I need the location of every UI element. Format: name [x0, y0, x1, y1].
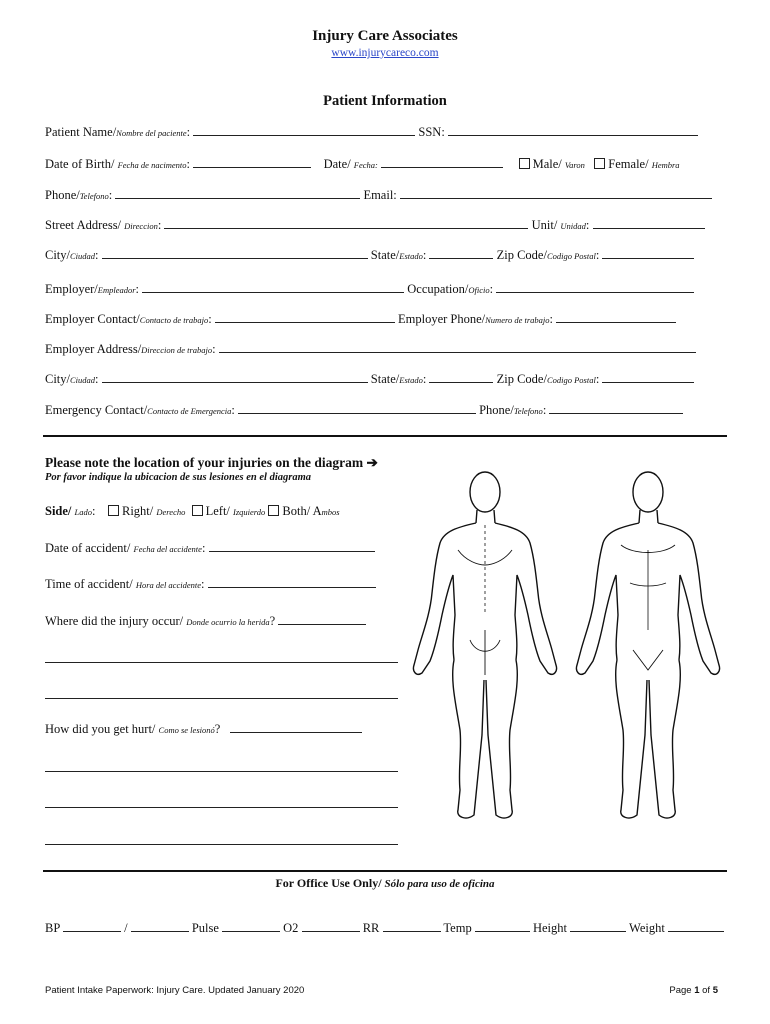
colon: : [186, 157, 190, 171]
page-number: 1 [694, 985, 700, 996]
emergency-phone-field[interactable] [549, 403, 683, 414]
employer-address-field[interactable] [219, 342, 696, 353]
colon: : [212, 342, 216, 356]
both-checkbox[interactable] [268, 505, 279, 516]
phone-label: Phone/ [45, 188, 80, 202]
employer-field[interactable] [142, 282, 404, 293]
row-how: How did you get hurt/ Como se lesionó? [45, 722, 362, 737]
how-label-es: Como se lesionó [158, 725, 215, 735]
colon: : [231, 403, 235, 417]
phone-field[interactable] [115, 188, 360, 199]
temp-field[interactable] [475, 921, 530, 932]
rr-field[interactable] [383, 921, 441, 932]
row-time-accident [45, 577, 376, 592]
row-city [45, 248, 694, 263]
employer-contact-label-es: Contacto de trabajo [139, 315, 209, 325]
occupation-label: Occupation/ [407, 282, 469, 296]
office-title [0, 876, 770, 891]
right-label: Right/ [122, 504, 157, 518]
back-view-figure [413, 472, 556, 818]
row-side [45, 504, 340, 519]
how-line-4[interactable] [45, 844, 398, 845]
row-employer-address [45, 342, 696, 357]
colon: : [208, 312, 212, 326]
ssn-label: SSN: [418, 125, 445, 139]
office-divider [43, 870, 727, 872]
colon: : [549, 312, 554, 326]
zip-label: Zip Code/ [496, 248, 547, 262]
street-label-es: Direccion [124, 221, 158, 231]
employer-zip-label: Zip Code/ [496, 372, 547, 386]
emergency-phone-label-es: Telefono [513, 406, 543, 416]
colon: : [201, 577, 205, 591]
employer-phone-field[interactable] [556, 312, 676, 323]
row-emergency [45, 403, 683, 418]
row-street [45, 218, 705, 233]
section-divider [43, 435, 727, 437]
emergency-contact-label-es: Contacto de Emergencia [147, 406, 232, 416]
city-field[interactable] [102, 248, 368, 259]
employer-city-label-es: Ciudad [70, 375, 96, 385]
o2-field[interactable] [302, 921, 360, 932]
website-link[interactable]: www.injurycareco.com [331, 47, 439, 59]
row-employer [45, 282, 694, 297]
right-label-es: Derecho [156, 507, 186, 517]
date-accident-label: Date of accident/ [45, 541, 134, 555]
front-view-figure [576, 472, 719, 818]
employer-label: Employer/ [45, 282, 98, 296]
o2-label: O2 [283, 921, 299, 935]
right-checkbox[interactable] [108, 505, 119, 516]
employer-address-label-es: Direccion de trabajo [141, 345, 213, 355]
office-title-en: For Office Use Only/ [275, 876, 385, 890]
bp-diastolic-field[interactable] [131, 921, 189, 932]
how-line-3[interactable] [45, 807, 398, 808]
employer-contact-label: Employer Contact/ [45, 312, 140, 326]
zip-label-es: Codigo Postal [546, 251, 596, 261]
patient-name-label-es: Nombre del paciente [116, 128, 187, 138]
how-line-2[interactable] [45, 771, 398, 772]
colon: : [157, 218, 162, 232]
left-checkbox[interactable] [192, 505, 203, 516]
employer-phone-label: Employer Phone/ [398, 312, 486, 326]
employer-address-label: Employer Address/ [45, 342, 142, 356]
weight-label: Weight [629, 921, 665, 935]
emergency-contact-field[interactable] [238, 403, 476, 414]
time-accident-label: Time of accident/ [45, 577, 136, 591]
row-dob [45, 157, 680, 172]
colon: : [201, 541, 206, 555]
how-field[interactable] [230, 722, 362, 733]
street-label: Street Address/ [45, 218, 125, 232]
employer-phone-label-es: Numero de trabajo [485, 315, 550, 325]
pulse-field[interactable] [222, 921, 280, 932]
female-label: Female/ [608, 157, 652, 171]
height-label: Height [532, 921, 567, 935]
female-checkbox[interactable] [594, 158, 605, 169]
date-accident-field[interactable] [209, 541, 375, 552]
where-label: Where did the injury occur/ [45, 614, 187, 628]
colon: : [489, 282, 494, 296]
colon: : [595, 248, 600, 262]
colon: : [95, 372, 99, 386]
employer-city-field[interactable] [102, 372, 368, 383]
colon: : [422, 248, 427, 262]
patient-name-field[interactable] [193, 125, 415, 136]
email-field[interactable] [400, 188, 712, 199]
date-field[interactable] [381, 157, 503, 168]
time-accident-label-es: Hora del accidente [135, 580, 201, 590]
how-label: How did you get hurt/ [45, 722, 159, 736]
both-label: Both/ A [282, 504, 322, 518]
injury-subtitle: Por favor indique la ubicacion de sus lesiones en el diagrama [45, 472, 312, 483]
where-label-es: Donde ocurrio la herida [186, 617, 270, 627]
row-vitals [45, 921, 724, 936]
bp-slash: / [124, 921, 128, 935]
street-field[interactable] [164, 218, 528, 229]
page-prefix: Page [669, 985, 695, 996]
side-label-es: Lado [74, 507, 93, 517]
row-employer-contact [45, 312, 676, 327]
bp-systolic-field[interactable] [63, 921, 121, 932]
state-label-es: Estado [399, 251, 423, 261]
patient-name-label: Patient Name/ [45, 125, 117, 139]
state-label: State/ [370, 248, 400, 262]
where-line-3[interactable] [45, 698, 398, 699]
office-title-es: Sólo para uso de oficina [384, 878, 495, 890]
state-field[interactable] [429, 248, 493, 259]
date-label-es: Fecha: [353, 160, 378, 170]
height-field[interactable] [570, 921, 626, 932]
female-label-es: Hembra [651, 160, 680, 170]
footer-note: Patient Intake Paperwork: Injury Care. Updated January 2020 [45, 985, 305, 996]
colon: : [95, 248, 99, 262]
email-label: Email: [363, 188, 397, 202]
dob-label: Date of Birth/ [45, 157, 118, 171]
colon: : [422, 372, 427, 386]
where-field[interactable] [278, 614, 366, 625]
unit-field[interactable] [593, 218, 705, 229]
occupation-field[interactable] [496, 282, 694, 293]
pulse-label: Pulse [191, 921, 219, 935]
weight-field[interactable] [668, 921, 724, 932]
section-title: Patient Information [323, 93, 447, 109]
employer-state-label-es: Estado [399, 375, 423, 385]
page-total: 5 [712, 985, 718, 996]
employer-zip-field[interactable] [602, 372, 694, 383]
website-link-wrap [0, 47, 770, 59]
colon: : [542, 403, 547, 417]
rr-label: RR [362, 921, 380, 935]
colon: : [595, 372, 600, 386]
where-line-2[interactable] [45, 662, 398, 663]
occupation-label-es: Oficio [468, 285, 490, 295]
colon: : [585, 218, 590, 232]
male-checkbox[interactable] [519, 158, 530, 169]
zip-field[interactable] [602, 248, 694, 259]
date-label: Date/ [323, 157, 354, 171]
employer-label-es: Empleador [97, 285, 136, 295]
both-label-es: mbos [321, 507, 340, 517]
male-label: Male/ [532, 157, 565, 171]
colon: : [92, 504, 96, 518]
phone-label-es: Telefono [79, 191, 109, 201]
colon: : [186, 125, 191, 139]
colon: : [135, 282, 140, 296]
emergency-contact-label: Emergency Contact/ [45, 403, 148, 417]
body-diagram[interactable] [408, 465, 738, 840]
row-employer-city [45, 372, 694, 387]
employer-city-label: City/ [45, 372, 71, 386]
city-label: City/ [45, 248, 71, 262]
employer-contact-field[interactable] [215, 312, 395, 323]
city-label-es: Ciudad [70, 251, 96, 261]
temp-label: Temp [443, 921, 472, 935]
male-label-es: Varon [564, 160, 585, 170]
employer-state-field[interactable] [429, 372, 493, 383]
row-phone [45, 188, 712, 203]
bp-label: BP [45, 921, 60, 935]
employer-zip-label-es: Codigo Postal [546, 375, 596, 385]
injury-title: Please note the location of your injuries on the diagram ➔ [45, 455, 378, 470]
page-indicator [669, 985, 718, 996]
time-accident-field[interactable] [208, 577, 376, 588]
dob-label-es: Fecha de nacimento [117, 160, 187, 170]
company-name: Injury Care Associates [312, 28, 458, 44]
colon: : [108, 188, 113, 202]
row-where: Where did the injury occur/ Donde ocurrio la herida? [45, 614, 366, 629]
left-label-es: Izquierdo [233, 507, 266, 517]
emergency-phone-label: Phone/ [479, 403, 514, 417]
row-date-accident [45, 541, 375, 556]
employer-state-label: State/ [370, 372, 400, 386]
row-patient-name [45, 125, 698, 140]
date-accident-label-es: Fecha del accidente [133, 544, 202, 554]
side-label: Side/ [45, 504, 75, 518]
unit-label-es: Unidad [560, 221, 586, 231]
page-of: of [699, 985, 713, 996]
unit-label: Unit/ [531, 218, 561, 232]
left-label: Left/ [205, 504, 234, 518]
ssn-field[interactable] [448, 125, 698, 136]
dob-field[interactable] [193, 157, 311, 168]
